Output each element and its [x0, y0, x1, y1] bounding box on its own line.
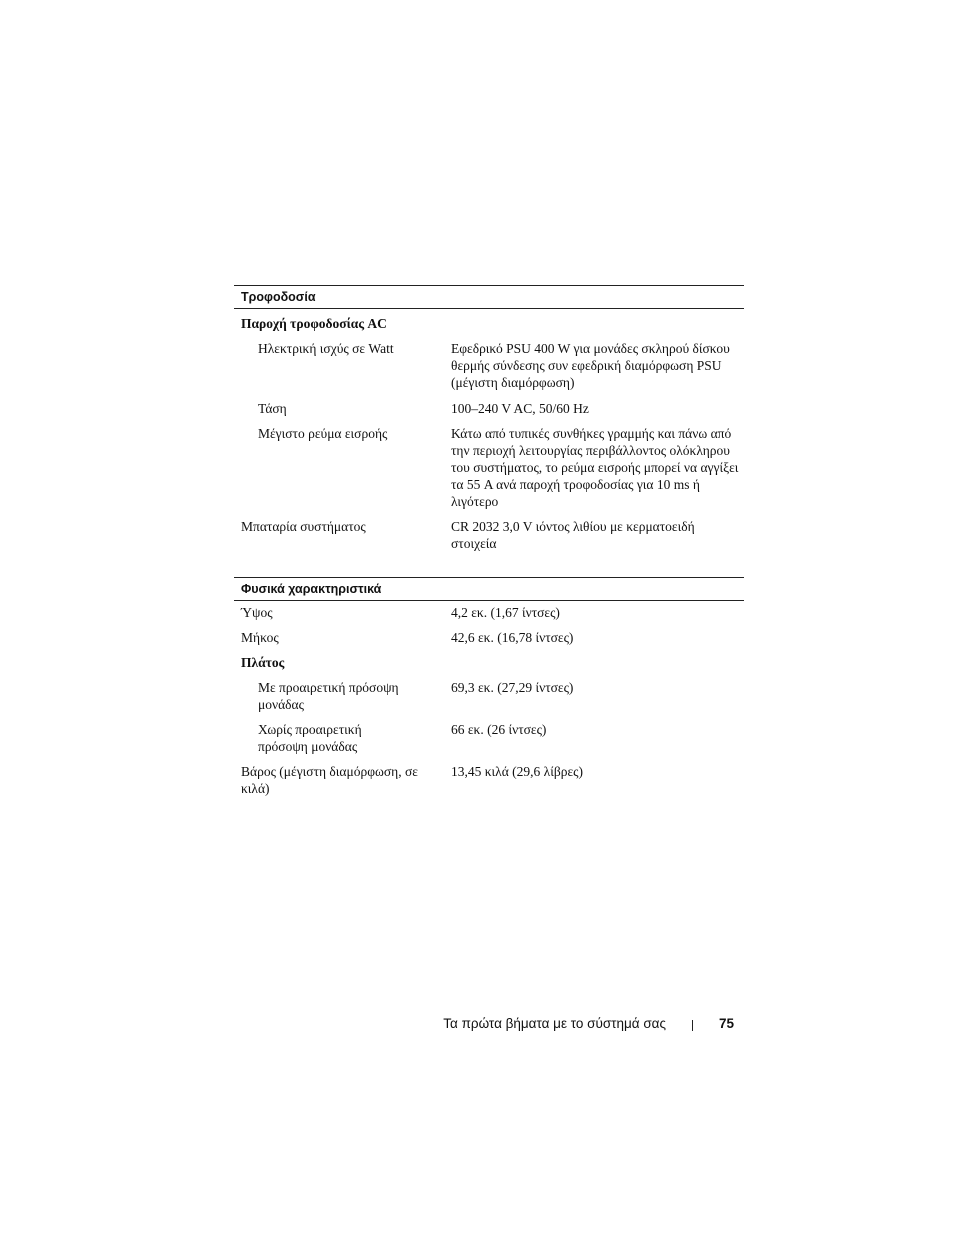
power-table [234, 285, 744, 558]
weight-value: 13,45 κιλά (29,6 λίβρες) [451, 764, 583, 779]
inrush-value: Κάτω από τυπικές συνθήκες γραμμής και πάνω από την περιοχή λειτουργίας περιβάλλοντος ολόκληρου του συστήματος, το ρεύμα εισροής μπορεί να αγγίξει τα 55 A ανά παροχή τροφοδοσίας για 10 ms ή λιγότερο [451, 426, 739, 509]
voltage-label: Τάση [258, 401, 287, 416]
table-row [234, 315, 744, 340]
with-bezel-label: Με προαιρετική πρόσοψη μονάδας [258, 680, 399, 712]
with-bezel-value: 69,3 εκ. (27,29 ίντσες) [451, 680, 574, 695]
table-row [234, 721, 744, 763]
physical-heading: Φυσικά χαρακτηριστικά [234, 577, 744, 601]
page-footer [380, 1016, 736, 1036]
table-row [234, 518, 744, 558]
table-row [234, 679, 744, 721]
physical-table [234, 577, 744, 803]
height-value: 4,2 εκ. (1,67 ίντσες) [451, 605, 560, 620]
footer-separator [692, 1020, 693, 1031]
table-row [234, 629, 744, 654]
battery-value: CR 2032 3,0 V ιόντος λιθίου με κερματοειδή στοιχεία [451, 519, 695, 551]
table-row [234, 340, 744, 400]
wattage-label: Ηλεκτρική ισχύς σε Watt [258, 341, 394, 356]
page-number: 75 [718, 1016, 734, 1031]
table-row [234, 604, 744, 629]
without-bezel-value: 66 εκ. (26 ίντσες) [451, 722, 547, 737]
inrush-label: Μέγιστο ρεύμα εισροής [258, 426, 388, 441]
weight-label: Βάρος (μέγιστη διαμόρφωση, σε κιλά) [241, 764, 418, 796]
without-bezel-label: Χωρίς προαιρετική πρόσοψη μονάδας [258, 722, 362, 754]
power-heading: Τροφοδοσία [234, 285, 744, 309]
voltage-value: 100–240 V AC, 50/60 Hz [451, 401, 589, 416]
footer-title: Τα πρώτα βήματα με το σύστημά σας [443, 1016, 666, 1031]
length-label: Μήκος [241, 630, 279, 645]
ac-supply-label: Παροχή τροφοδοσίας AC [241, 316, 387, 331]
width-label: Πλάτος [241, 655, 285, 670]
table-row [234, 654, 744, 679]
table-row [234, 425, 744, 518]
battery-label: Μπαταρία συστήματος [241, 519, 366, 534]
wattage-value: Εφεδρικό PSU 400 W για μονάδες σκληρού δίσκου θερμής σύνδεσης συν εφεδρική διαμόρφωση PSU (μέγιστη διαμόρφωση) [451, 341, 730, 390]
table-row [234, 400, 744, 425]
length-value: 42,6 εκ. (16,78 ίντσες) [451, 630, 574, 645]
height-label: Ύψος [241, 605, 273, 620]
table-row [234, 763, 744, 803]
